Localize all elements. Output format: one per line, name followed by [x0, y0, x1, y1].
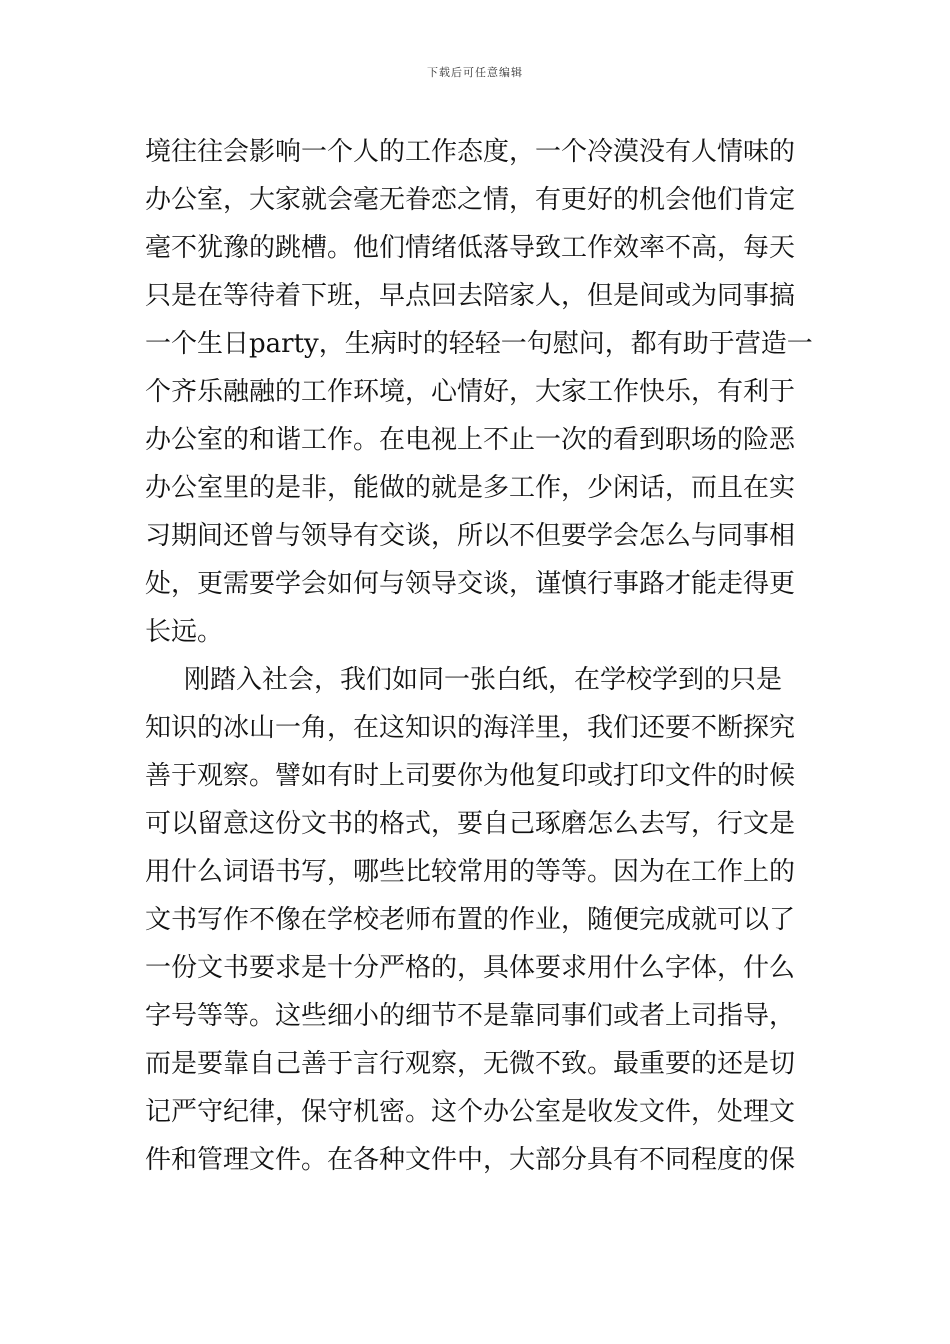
text-line: 刚踏入社会，我们如同一张白纸，在学校学到的只是	[184, 665, 783, 695]
text-line: 文书写作不像在学校老师布置的作业，随便完成就可以了	[145, 905, 796, 935]
text-line: 用什么词语书写，哪些比较常用的等等。因为在工作上的	[145, 857, 796, 887]
text-line: 一个生日party，生病时的轻轻一句慰问，都有助于营造一	[145, 329, 813, 359]
text-line: 只是在等待着下班，早点回去陪家人，但是间或为同事搞	[145, 281, 796, 311]
text-line: 个齐乐融融的工作环境，心情好，大家工作快乐，有利于	[145, 377, 796, 407]
text-line: 一份文书要求是十分严格的，具体要求用什么字体，什么	[145, 953, 796, 983]
paragraph-1	[145, 128, 825, 656]
text-line: 办公室里的是非，能做的就是多工作，少闲话，而且在实	[145, 473, 796, 503]
text-line: 知识的冰山一角，在这知识的海洋里，我们还要不断探究	[145, 713, 796, 743]
text-line: 处，更需要学会如何与领导交谈，谨慎行事路才能走得更	[145, 569, 796, 599]
paragraph-2	[145, 656, 825, 1184]
text-line: 善于观察。譬如有时上司要你为他复印或打印文件的时候	[145, 761, 796, 791]
text-line: 毫不犹豫的跳槽。他们情绪低落导致工作效率不高，每天	[145, 233, 796, 263]
text-line: 办公室，大家就会毫无眷恋之情，有更好的机会他们肯定	[145, 185, 796, 215]
text-line: 办公室的和谐工作。在电视上不止一次的看到职场的险恶	[145, 425, 796, 455]
text-line: 境往往会影响一个人的工作态度，一个冷漠没有人情味的	[145, 137, 796, 167]
text-line: 长远。	[145, 617, 224, 647]
text-line: 可以留意这份文书的格式，要自己琢磨怎么去写，行文是	[145, 809, 796, 839]
page-header: 下载后可任意编辑	[427, 66, 523, 79]
document-body	[145, 128, 825, 1184]
text-line: 记严守纪律，保守机密。这个办公室是收发文件，处理文	[145, 1097, 796, 1127]
text-line: 件和管理文件。在各种文件中，大部分具有不同程度的保	[145, 1145, 796, 1175]
text-line: 而是要靠自己善于言行观察，无微不致。最重要的还是切	[145, 1049, 796, 1079]
text-line: 字号等等。这些细小的细节不是靠同事们或者上司指导，	[145, 1001, 796, 1031]
text-line: 习期间还曾与领导有交谈，所以不但要学会怎么与同事相	[145, 521, 796, 551]
